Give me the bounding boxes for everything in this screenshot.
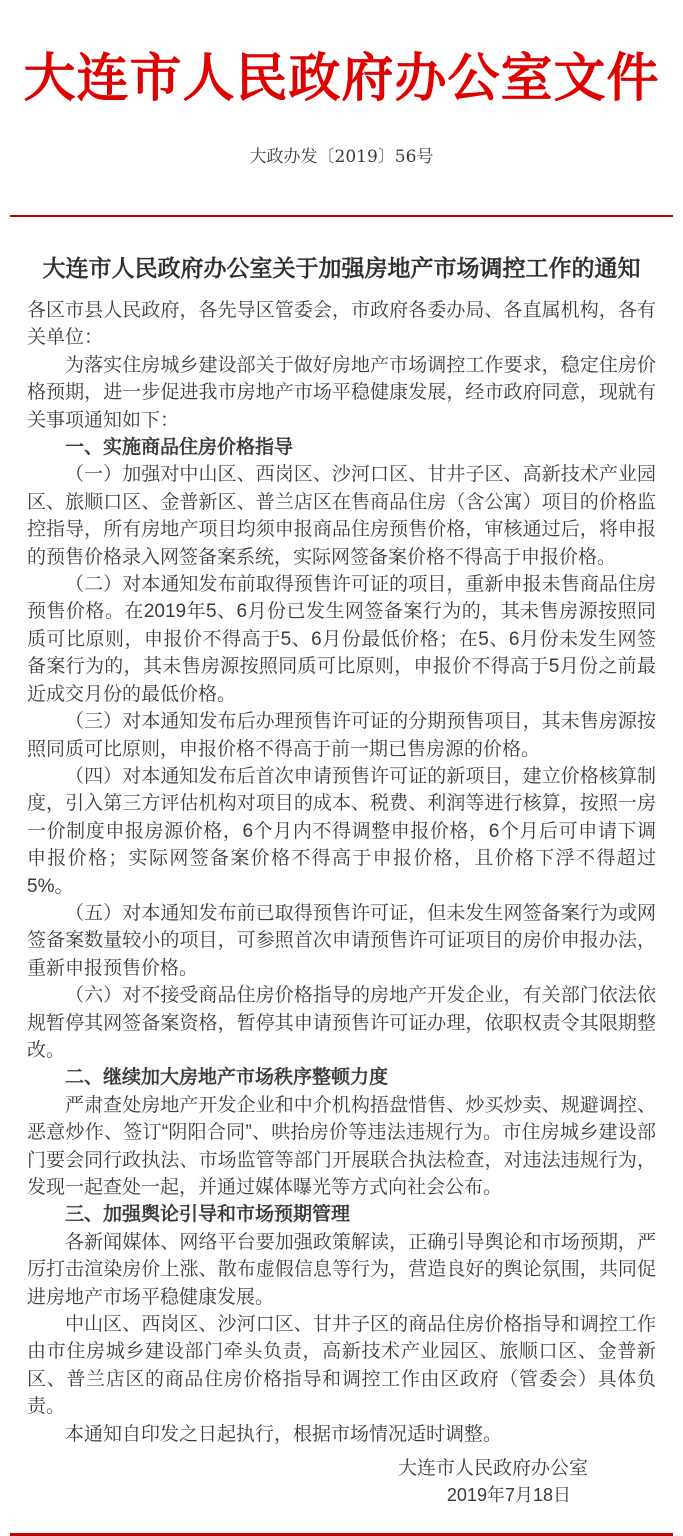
paragraph: 中山区、西岗区、沙河口区、甘井子区的商品住房价格指导和调控工作由市住房城乡建设部门牵头负责，高新技术产业园区、旅顺口区、金普新区、普兰店区的商品住房价格指导和调控工作由区政府（管委会）具体负责。 [27,1314,656,1418]
paragraph: （三）对本通知发布后办理预售许可证的分期预售项目，其未售房源按照同质可比原则，申报价格不得高于前一期已售房源的价格。 [27,711,656,760]
doc-number: 大政办发〔2019〕56号 [249,147,434,167]
paragraph: （四）对本通知发布后首次申请预售许可证的新项目，建立价格核算制度，引入第三方评估机构对项目的成本、税费、利润等进行核算，按照一房一价制度申报房源价格，6个月内不得调整申报价格，6个月后可申请下调申报价格；实际网签备案价格不得高于申报价格，且价格下浮不得超过5%。 [27,765,656,897]
paragraph: 本通知自印发之日起执行，根据市场情况适时调整。 [65,1423,503,1445]
document-page [0,46,683,1506]
paragraph: （六）对不接受商品住房价格指导的房地产开发企业，有关部门依法依规暂停其网签备案资格，暂停其申请预售许可证办理，依职权责令其限期整改。 [27,985,656,1061]
paragraph: 严肃查处房地产开发企业和中介机构捂盘惜售、炒买炒卖、规避调控、恶意炒作、签订“阴阳合同”、哄抬房价等违法违规行为。市住房城乡建设部门要会同行政执法、市场监管等部门开展联合执法检查，对违法违规行为，发现一起查处一起，并通过媒体曝光等方式向社会公布。 [27,1094,656,1198]
paragraph: 为落实住房城乡建设部关于做好房地产市场调控工作要求，稳定住房价格预期，进一步促进我市房地产市场平稳健康发展，经市政府同意，现就有关事项通知如下： [27,354,656,431]
header-rule [10,215,673,217]
paragraph: （一）加强对中山区、西岗区、沙河口区、甘井子区、高新技术产业园区、旅顺口区、金普新区、普兰店区在售商品住房（含公寓）项目的价格监控指导，所有房地产项目均须申报商品住房预售价格，审核通过后，将申报的预售价格录入网签备案系统，实际网签备案价格不得高于申报价格。 [27,464,656,568]
section-heading: 二、继续加大房地产市场秩序整顿力度 [65,1067,389,1089]
date: 2019年7月18日 [446,1485,571,1506]
paragraph: 各区市县人民政府，各先导区管委会，市政府各委办局、各直属机构，各有关单位： [27,300,656,349]
paragraph: （二）对本通知发布前取得预售许可证的项目，重新申报未售商品住房预售价格。在2019年5、6月份已发生网签备案行为的，其未售房源按照同质可比原则，申报价不得高于5、6月份最低价格；在5、6月份未发生网签备案行为的，其未售房源按照同质可比原则，申报价不得高于5月份之前最近成交月份的最低价格。 [27,574,656,705]
paragraph: 各新闻媒体、网络平台要加强政策解读，正确引导舆论和市场预期，严厉打击渲染房价上涨、散布虚假信息等行为，营造良好的舆论氛围，共同促进房地产市场平稳健康发展。 [27,1231,656,1308]
section-heading: 三、加强舆论引导和市场预期管理 [65,1204,351,1226]
document-title: 大连市人民政府办公室关于加强房地产市场调控工作的通知 [42,255,641,281]
signature: 大连市人民政府办公室 [397,1458,588,1480]
section-heading: 一、实施商品住房价格指导 [65,437,294,459]
paragraph: （五）对本通知发布前已取得预售许可证，但未发生网签备案行为或网签备案数量较小的项目，可参照首次申请预售许可证项目的房价申报办法，重新申报预售价格。 [27,902,656,979]
masthead-title: 大连市人民政府办公室文件 [23,48,660,109]
document-body [27,297,656,1448]
